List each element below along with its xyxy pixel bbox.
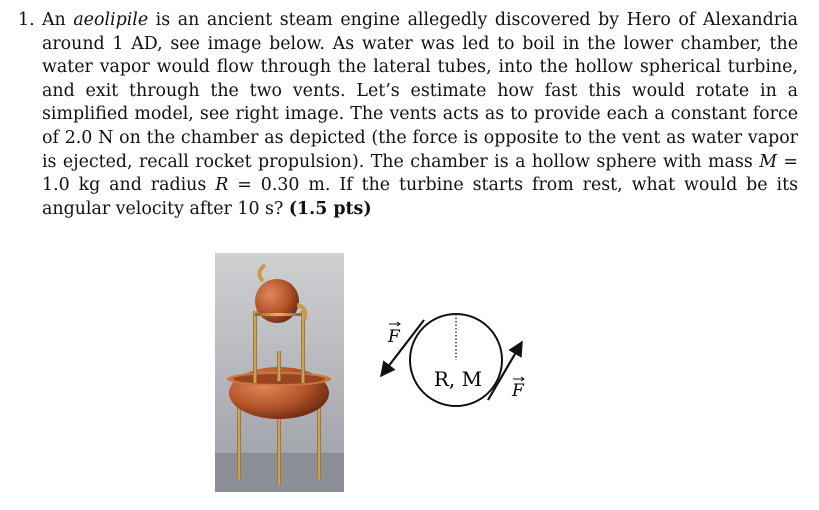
force-diagram xyxy=(370,300,550,415)
center-label: R, M xyxy=(433,367,483,391)
problem-text-b: = 0.30 m. If the turbine starts from rest, what would be its angular velocity after 10 s? xyxy=(42,175,798,219)
problem-points: (1.5 pts) xyxy=(288,198,372,219)
problem-number: 1. xyxy=(18,10,35,30)
aeolipile-photo xyxy=(215,253,344,492)
problem-lead: An xyxy=(42,10,74,30)
force-label-left: F xyxy=(388,327,400,347)
radius-symbol: R xyxy=(215,175,229,196)
mass-value: = 1.0 kg and radius xyxy=(42,151,798,196)
problem-statement xyxy=(18,9,798,221)
force-label-right: F xyxy=(512,381,524,401)
problem-text-a: is an ancient steam engine allegedly discovered by Hero of Alexandria around 1 AD, see image below. As water was led to boil in the lower chamber, the water vapor would flow through the lateral tubes, into the hollow spherical turbine, and exit through the two vents. Let’s estimate how fast this would rotate in a simplified model, see right image. The vents acts as to provide each a constant force of 2.0 N on the chamber as depicted (the force is opposite to the vent as water vapor is ejected, recall rocket propulsion). The chamber is a hollow sphere with mass xyxy=(42,10,798,172)
problem-body xyxy=(42,9,798,221)
problem-term: aeolipile xyxy=(73,10,149,30)
mass-symbol: M xyxy=(759,151,777,172)
